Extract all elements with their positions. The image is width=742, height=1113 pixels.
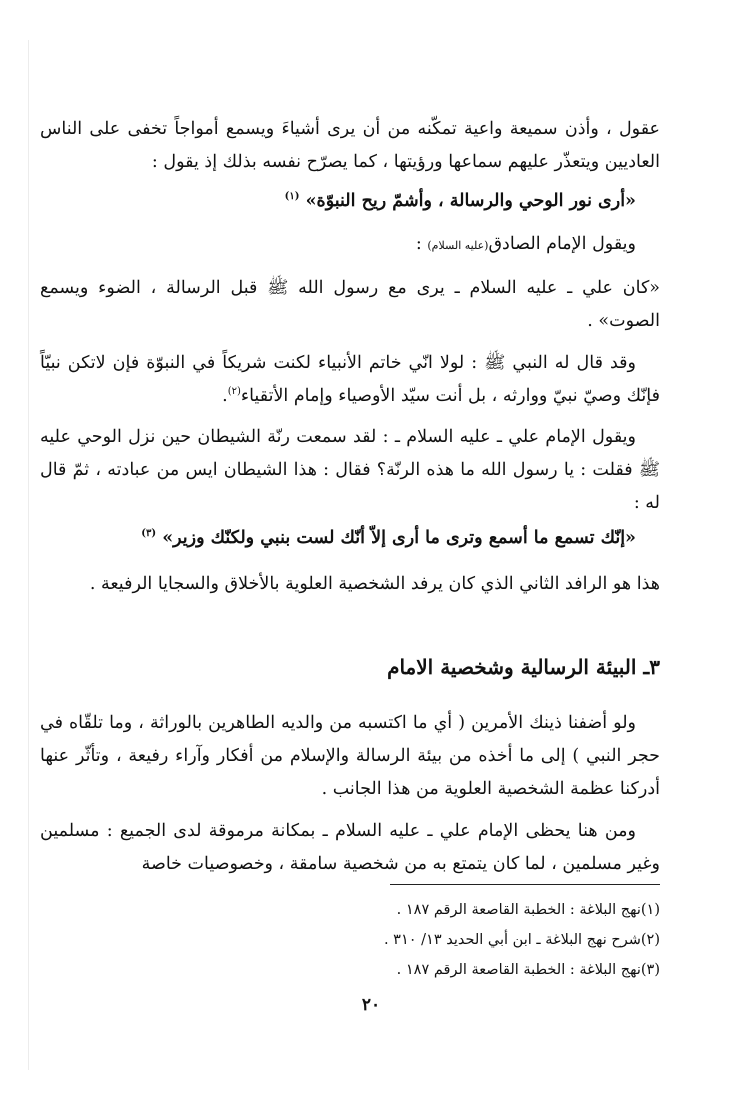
section-heading: ٣ـ البيئة الرسالية وشخصية الامام [387,655,660,679]
paragraph-2-honorific: (عليه السلام) [427,239,489,252]
page-number: ٢٠ [361,995,381,1015]
scan-edge-line [28,40,29,1070]
footnote-1: (١)نهج البلاغة : الخطبة القاصعة الرقم ١٨٧ . [396,902,660,918]
quote-3-text: «إنّك تسمع ما أسمع وترى ما أرى إلاّ أنّك لست بنبي ولكنّك وزير» [162,528,636,548]
paragraph-6: ولو أضفنا ذينك الأمرين ( أي ما اكتسبه من والديه الطاهرين بالوراثة ، وما تلقّاه في حجر النبي ) إلى ما أخذه من بيئة الرسالة والإسلام من أفكار وآراء رفيعة ، وتأثّر عنها أدركنا عظمة الشخصية العلوية من هذا الجانب . [40,713,660,799]
footnote-ref-3: (٣) [141,528,157,540]
quote-2: «كان علي ـ عليه السلام ـ يرى مع رسول الله ﷺ قبل الرسالة ، الضوء ويسمع الصوت» . [40,278,660,331]
paragraph-2 [40,228,660,262]
quote-3 [40,522,660,555]
paragraph-3-text: وقد قال له النبي ﷺ : لولا انّي خاتم الأنبياء لكنت شريكاً في النبوّة فإن لاتكن نبيّاً فإنّك وصيّ نبيّ ووارثه ، بل أنت سيّد الأوصياء وإمام الأتقياء [40,353,660,406]
paragraph-3-tail: . [222,386,228,406]
footnote-ref-1: (١) [284,191,300,203]
footnote-ref-2: (٢) [227,386,241,398]
paragraph-4: ويقول الإمام علي ـ عليه السلام ـ : لقد سمعت رنّة الشيطان حين نزل الوحي عليه ﷺ فقلت : يا رسول الله ما هذه الرنّة؟ فقال : هذا الشيطان ايس من عبادته ، ثمّ قال له : [40,427,660,513]
paragraph-2-text: ويقول الإمام الصادق [488,234,636,254]
paragraph-7: ومن هنا يحظى الإمام علي ـ عليه السلام ـ بمكانة مرموقة لدى الجميع : مسلمين وغير مسلمين ، لما كان يتمتع به من شخصية سامقة ، وخصوصيات خاصة [40,821,660,874]
quote-1 [40,185,660,218]
footnote-2: (٢)شرح نهج البلاغة ـ ابن أبي الحديد ١٣/ ٣١٠ . [383,932,660,948]
quote-1-text: «أرى نور الوحي والرسالة ، وأشمّ ريح النبوّة» [305,191,636,211]
paragraph-2-tail: : [415,234,428,254]
footnote-divider [390,884,660,885]
paragraph-5: هذا هو الرافد الثاني الذي كان يرفد الشخصية العلوية بالأخلاق والسجايا الرفيعة . [89,574,660,594]
footnote-3: (٣)نهج البلاغة : الخطبة القاصعة الرقم ١٨٧ . [396,962,660,978]
paragraph-1: عقول ، وأذن سميعة واعية تمكّنه من أن يرى أشياءَ ويسمع أمواجاً تخفى على الناس العاديين ويتعذّر عليهم سماعها ورؤيتها ، كما يصرّح نفسه بذلك إذ يقول : [40,119,660,172]
paragraph-3 [40,347,660,413]
